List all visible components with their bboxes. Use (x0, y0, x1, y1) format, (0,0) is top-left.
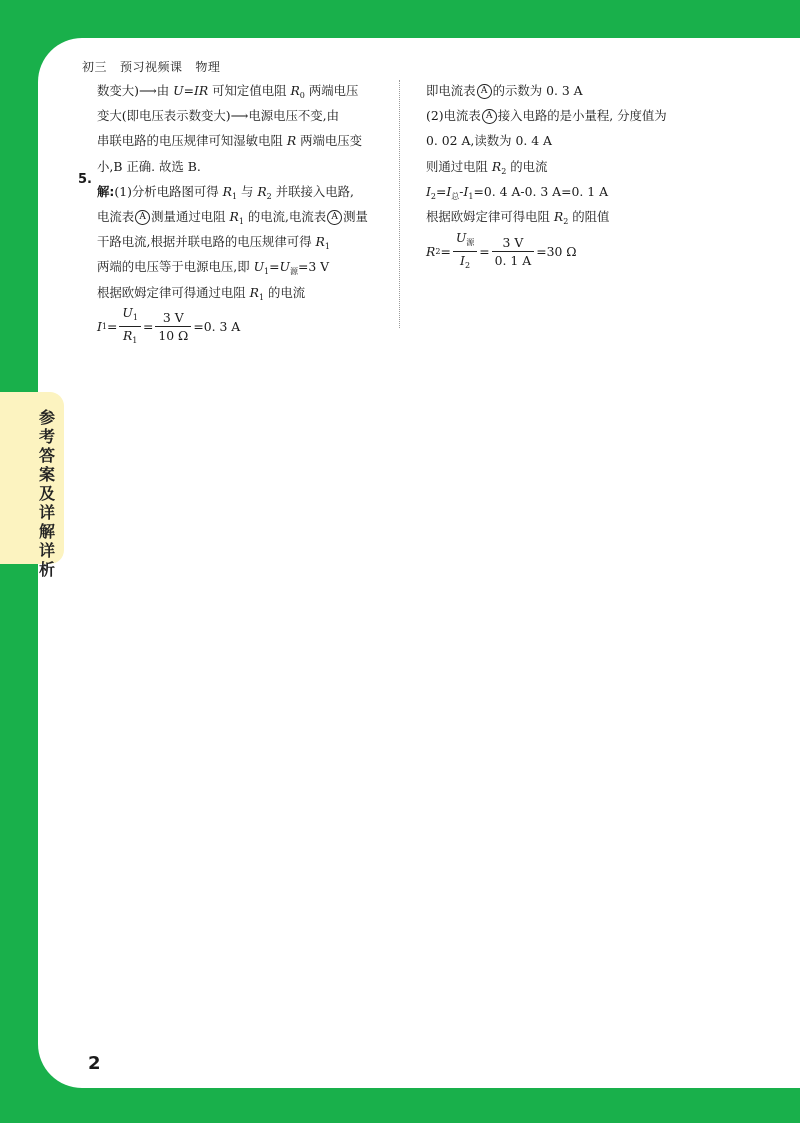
ammeter-symbol-icon: A (477, 84, 492, 99)
text-line: 根据欧姆定律可得电阻 $R_2$ 的阻值 (426, 208, 610, 226)
column-divider (399, 80, 400, 328)
text-line: 即电流表 A 的示数为 0. 3 A (426, 83, 583, 98)
fraction: $\frac{U_源}{I_2}$ (453, 229, 477, 274)
question-number: 5. (78, 172, 92, 187)
side-tab-label: 参考答案及详解详析 (38, 408, 55, 579)
ammeter-symbol-icon: A (135, 210, 150, 225)
ammeter-symbol-icon: A (327, 210, 342, 225)
formula-resistance-r2: R 2 = $\frac{U_源}{I_2}$ = $\frac{3 V}{0. 1 A}$ =30 Ω (426, 229, 726, 273)
text-line: 小,B 正确. 故选 B. (97, 158, 201, 174)
fraction: $\frac{3 V}{0. 1 A}$ (492, 234, 535, 269)
formula-current-i1: I 1 = $\frac{U_1}{R_1}$ = $\frac{3 V}{10 \Omega}$ =0. 3 A (97, 305, 389, 349)
text-line: 数变大)⟶由 U=IR 可知定值电阻 $R_0$ 两端电压 (97, 83, 359, 100)
text-line: 干路电流,根据并联电路的电压规律可得 $R_1$ (97, 234, 330, 252)
right-column (426, 78, 726, 273)
text-line: (2)电流表 A 接入电路的是小量程, 分度值为 (426, 108, 667, 124)
text-line: 解:(1)分析电路图可得 $R_1$ 与 $R_2$ 并联接入电路, (97, 183, 354, 201)
ammeter-symbol-icon: A (482, 109, 497, 124)
fraction: $\frac{3 V}{10 \Omega}$ (155, 309, 191, 344)
text-line: 根据欧姆定律可得通过电阻 $R_1$ 的电流 (97, 284, 306, 302)
fraction: $\frac{U_1}{R_1}$ (119, 304, 141, 349)
page-number: 2 (88, 1053, 101, 1074)
text-line: 则通过电阻 $R_2$ 的电流 (426, 158, 548, 176)
left-column (97, 78, 389, 349)
text-line: 两端的电压等于电源电压,即 $U_1=U_源=3$ V (97, 259, 330, 277)
text-line: 电流表 A 测量通过电阻 $R_1$ 的电流,电流表 A 测量 (97, 208, 368, 226)
text-line: 串联电路的电压规律可知湿敏电阻 R 两端电压变 (97, 133, 363, 149)
page-header: 初三 预习视频课 物理 (82, 60, 221, 74)
text-line: 变大(即电压表示数变大)⟶电源电压不变,由 (97, 108, 340, 124)
text-line: $I_2=I_总-I_1=0$. 4 A-0. 3 A=0. 1 A (426, 183, 609, 201)
text-line: 0. 02 A,读数为 0. 4 A (426, 133, 552, 149)
